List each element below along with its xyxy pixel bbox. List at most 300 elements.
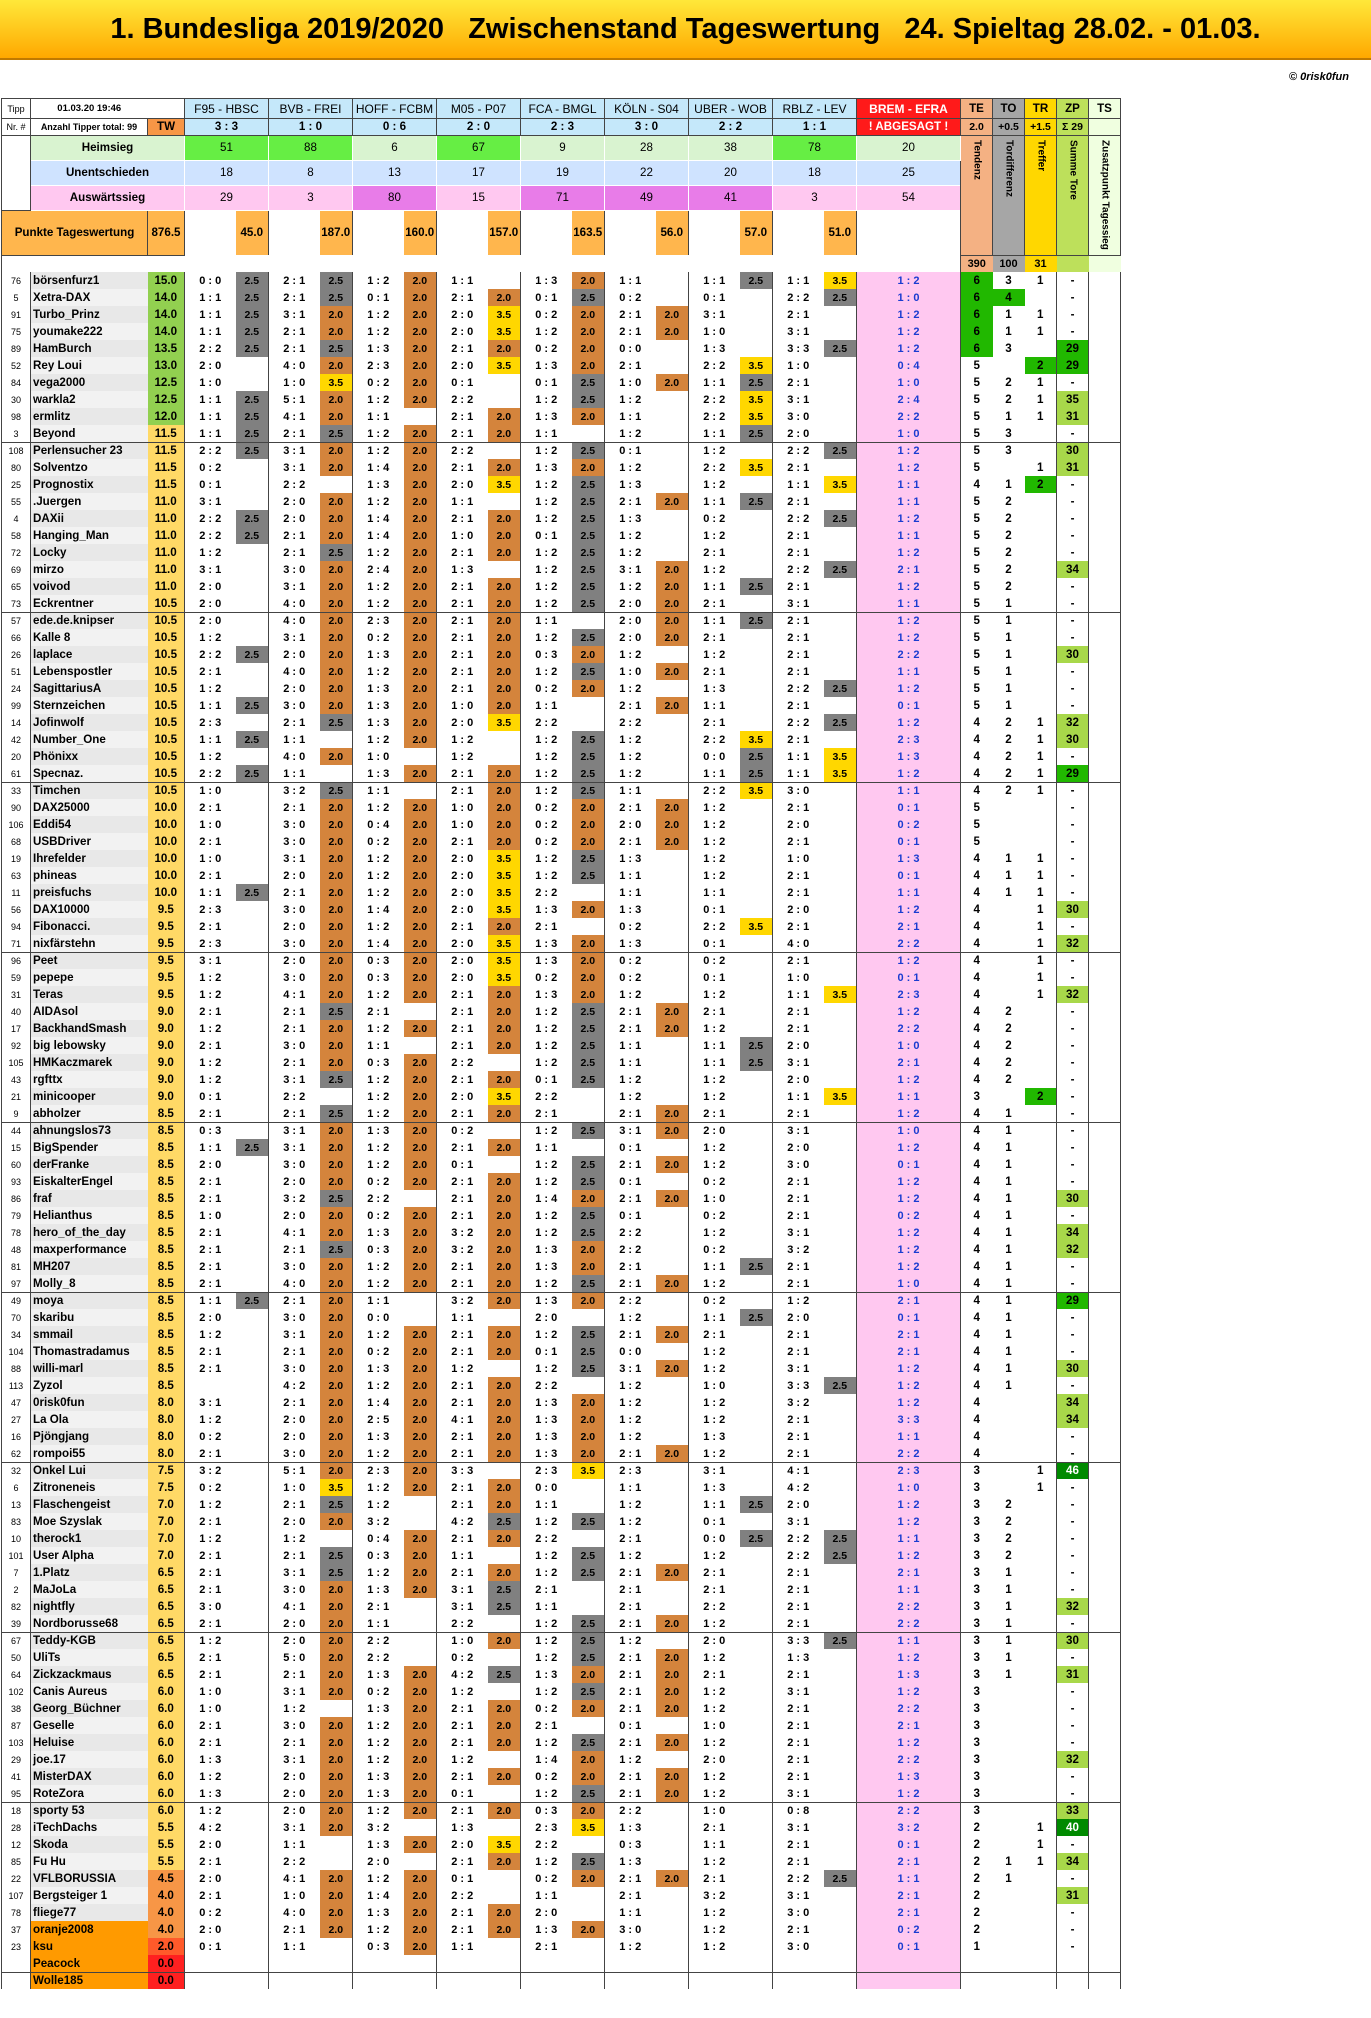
brem-tip: 0 : 1 <box>857 1836 961 1853</box>
tip-value: 2 : 1 <box>451 920 474 933</box>
brem-tip: 1 : 2 <box>857 578 961 595</box>
tip-points: 2.0 <box>404 1479 437 1496</box>
tip-points: 2.0 <box>572 1870 605 1887</box>
tip-value: 2 : 0 <box>451 359 474 372</box>
ts-value <box>1089 663 1121 680</box>
tip-points <box>824 1785 857 1802</box>
ts-value <box>1089 1768 1121 1785</box>
zp-value: - <box>1057 1105 1089 1122</box>
tip-points <box>656 1802 689 1819</box>
tipper-name: voivod <box>31 578 148 595</box>
ts-value <box>1089 1088 1121 1105</box>
tip-points: 2.0 <box>488 1700 521 1717</box>
tip-value: 2 : 1 <box>199 835 222 848</box>
tipper-row <box>2 1717 1121 1734</box>
zp-value: - <box>1057 1938 1089 1955</box>
tip-points: 3.5 <box>572 1819 605 1836</box>
tip-value: 1 : 1 <box>367 1039 390 1052</box>
tip-value: 1 : 2 <box>367 869 390 882</box>
tip-value: 2 : 2 <box>185 765 236 782</box>
tip-points <box>572 1938 605 1955</box>
ts-value <box>1089 272 1121 289</box>
tip-points <box>740 1207 773 1224</box>
to-value: 1 <box>1005 630 1012 644</box>
ts-value <box>1089 1190 1121 1207</box>
tip-value: 1 : 2 <box>367 1719 390 1732</box>
tipp-nr: 24 <box>2 680 31 697</box>
tip-value: 1 : 2 <box>619 1549 642 1562</box>
tip-value: 1 : 2 <box>535 1566 558 1579</box>
tip-points <box>320 1972 353 1989</box>
tagespunkte: 11.5 <box>148 476 185 493</box>
tip-value: 2 : 1 <box>619 325 642 338</box>
tip-value: 2 : 1 <box>451 291 474 304</box>
tip-value: 2 : 2 <box>535 1838 558 1851</box>
tip-value: 0 : 3 <box>367 1056 390 1069</box>
tip-points: 2.0 <box>404 1241 437 1258</box>
tagespunkte: 6.0 <box>148 1683 185 1700</box>
tordiff-label <box>993 136 1025 256</box>
tip-value: 2 : 0 <box>269 1785 320 1802</box>
te-value: 2 <box>961 1853 993 1870</box>
stats-value: 3 <box>269 185 353 210</box>
match-result: 3 : 0 <box>605 119 689 136</box>
brem-tip <box>857 1955 961 1972</box>
tr-header: TR <box>1025 99 1057 119</box>
tip-points: 2.0 <box>656 1683 689 1700</box>
to-value: 2 <box>1005 545 1012 559</box>
to-value: 3 <box>1005 341 1012 355</box>
tip-points: 3.5 <box>740 357 773 374</box>
tr-value <box>1025 1190 1057 1207</box>
tipp-nr: 7 <box>2 1564 31 1581</box>
tip-points <box>488 1360 521 1377</box>
tip-points: 2.0 <box>320 748 353 765</box>
tagespunkte: 9.0 <box>148 1054 185 1071</box>
tip-value: 1 : 3 <box>535 1923 558 1936</box>
tip-value: 1 : 2 <box>367 495 390 508</box>
tip-points: 2.0 <box>320 952 353 969</box>
tip-points: 2.0 <box>572 323 605 340</box>
tip-points <box>236 1343 269 1360</box>
to-value <box>993 1819 1025 1836</box>
tip-value: 2 : 1 <box>451 1481 474 1494</box>
te-value: 4 <box>961 1224 993 1241</box>
tipper-row <box>2 1411 1121 1428</box>
tip-points <box>656 1479 689 1496</box>
tw-header: TW <box>148 119 185 136</box>
te-value: 4 <box>961 731 993 748</box>
tip-points <box>236 1037 269 1054</box>
tip-points: 2.5 <box>236 323 269 340</box>
tipp-nr: 59 <box>2 969 31 986</box>
tip-value: 2 : 2 <box>451 445 474 458</box>
tagespunkte: 10.5 <box>148 595 185 612</box>
tip-value: 1 : 0 <box>199 1702 222 1715</box>
tip-value: 2 : 1 <box>619 699 642 712</box>
tip-points: 2.5 <box>488 1666 521 1683</box>
brem-tip: 0 : 1 <box>857 1938 961 1955</box>
zp-value: - <box>1057 1564 1089 1581</box>
brem-tip: 1 : 3 <box>857 850 961 867</box>
tip-value: 1 : 1 <box>619 1906 642 1919</box>
brem-tip: 1 : 2 <box>857 1785 961 1802</box>
brem-tip: 1 : 2 <box>857 1105 961 1122</box>
zp-value: 46 <box>1057 1462 1089 1479</box>
brem-tip: 0 : 2 <box>857 1207 961 1224</box>
tip-points: 2.0 <box>488 595 521 612</box>
tagespunkte: 13.5 <box>148 340 185 357</box>
tip-points <box>236 1207 269 1224</box>
ts-value <box>1089 1037 1121 1054</box>
tip-points <box>656 1088 689 1105</box>
ts-value <box>1089 697 1121 714</box>
tip-points <box>824 1037 857 1054</box>
stats-value: 49 <box>605 185 689 210</box>
tip-value: 2 : 1 <box>451 1430 474 1443</box>
tip-value: 2 : 0 <box>773 425 824 442</box>
tip-points: 2.5 <box>572 748 605 765</box>
te-value: 4 <box>961 1309 993 1326</box>
tr-value <box>1025 1904 1057 1921</box>
tip-points <box>740 1734 773 1751</box>
tip-value: 3 : 1 <box>619 563 642 576</box>
brem-tip: 1 : 2 <box>857 1496 961 1513</box>
tip-points <box>236 867 269 884</box>
zp-value: 31 <box>1057 1887 1089 1904</box>
tip-points: 2.0 <box>488 289 521 306</box>
brem-tip: 2 : 2 <box>857 1751 961 1768</box>
tip-value: 2 : 1 <box>283 1923 306 1936</box>
brem-tip: 2 : 1 <box>857 1326 961 1343</box>
tip-points: 2.0 <box>656 799 689 816</box>
zp-value: - <box>1057 595 1089 612</box>
tip-value: 0 : 2 <box>703 955 726 968</box>
tip-value: 2 : 1 <box>619 1702 642 1715</box>
tip-value: 2 : 1 <box>535 920 558 933</box>
tip-value: 3 : 2 <box>283 785 306 798</box>
to-value <box>993 1734 1025 1751</box>
tipp-nr: 10 <box>2 1530 31 1547</box>
tip-points: 2.0 <box>488 986 521 1003</box>
tip-value: 2 : 1 <box>605 1275 656 1292</box>
zp-value: 32 <box>1057 1598 1089 1615</box>
brem-tip: 1 : 2 <box>857 1734 961 1751</box>
tagespunkte: 4.5 <box>148 1870 185 1887</box>
tip-value: 1 : 1 <box>199 1295 222 1308</box>
tipp-nr: 107 <box>2 1887 31 1904</box>
tr-value <box>1025 425 1057 442</box>
tagespunkte: 9.5 <box>148 986 185 1003</box>
tip-value: 2 : 1 <box>437 1275 488 1292</box>
ts-value <box>1089 1598 1121 1615</box>
ts-value <box>1089 731 1121 748</box>
tip-points <box>656 1428 689 1445</box>
tip-value: 2 : 2 <box>535 886 558 899</box>
te-value: 4 <box>961 1190 993 1207</box>
tipp-nr: 2 <box>2 1581 31 1598</box>
tip-points <box>740 850 773 867</box>
tip-value: 1 : 1 <box>535 1889 558 1902</box>
tip-points: 2.0 <box>488 816 521 833</box>
zp-value: 29 <box>1057 357 1089 374</box>
tip-points: 2.5 <box>320 1547 353 1564</box>
tip-points: 2.0 <box>656 1122 689 1139</box>
tip-points <box>236 1887 269 1904</box>
tr-value <box>1025 833 1057 850</box>
tip-points <box>656 391 689 408</box>
tip-value: 2 : 1 <box>185 1275 236 1292</box>
te-value: 4 <box>961 969 993 986</box>
zp-value: 34 <box>1057 561 1089 578</box>
tip-value: 3 : 1 <box>619 1125 642 1138</box>
zp-value: - <box>1057 697 1089 714</box>
tip-points: 2.0 <box>320 578 353 595</box>
tip-points <box>824 306 857 323</box>
zp-value: - <box>1057 476 1089 493</box>
tip-value: 2 : 0 <box>283 512 306 525</box>
treffer-label <box>1025 136 1057 256</box>
tip-value: 1 : 2 <box>703 1022 726 1035</box>
to-value: 1 <box>993 1275 1025 1292</box>
tip-value: 3 : 1 <box>787 325 810 338</box>
tip-value: 2 : 1 <box>787 1753 810 1766</box>
tipper-row <box>2 1547 1121 1564</box>
tip-points: 2.0 <box>404 1785 437 1802</box>
ts-value <box>1089 952 1121 969</box>
tipp-nr: 50 <box>2 1649 31 1666</box>
tip-points: 2.0 <box>320 510 353 527</box>
tr-value <box>1025 1394 1057 1411</box>
zp-value <box>1057 1972 1089 1989</box>
tip-value: 0 : 2 <box>535 1872 558 1885</box>
brem-tip: 1 : 2 <box>857 1377 961 1394</box>
tip-value: 1 : 2 <box>521 595 572 612</box>
tagespunkte: 6.5 <box>148 1632 185 1649</box>
ts-value <box>1089 612 1121 629</box>
tip-value: 2 : 3 <box>619 1465 642 1478</box>
tip-value: 1 : 2 <box>353 1105 404 1122</box>
te-value: 6 <box>961 340 993 357</box>
tip-value: 1 : 2 <box>787 1295 810 1308</box>
tipper-row <box>2 1292 1121 1309</box>
to-value: 2 <box>1005 392 1012 406</box>
tip-value: 3 : 1 <box>787 1821 810 1834</box>
tip-value: 2 : 0 <box>787 903 810 916</box>
tr-value <box>1025 1224 1057 1241</box>
tip-value: 0 : 3 <box>367 971 390 984</box>
tip-value: 2 : 1 <box>199 1362 222 1375</box>
tip-value: 2 : 0 <box>199 1158 222 1171</box>
ts-value <box>1089 1122 1121 1139</box>
tip-value: 2 : 3 <box>535 1465 558 1478</box>
tip-value: 1 : 2 <box>535 546 558 559</box>
tipper-name: Moe Szyslak <box>31 1513 148 1530</box>
tip-value: 2 : 1 <box>451 1498 474 1511</box>
tagespunkte: 8.5 <box>148 1173 185 1190</box>
te-value: 4 <box>961 1258 993 1275</box>
tip-points <box>740 935 773 952</box>
tip-points: 2.0 <box>320 901 353 918</box>
tip-value: 2 : 2 <box>199 342 222 355</box>
tipper-name: Fibonacci. <box>31 918 148 935</box>
tip-value: 3 : 1 <box>787 1226 810 1239</box>
te-value: 4 <box>961 1207 993 1224</box>
brem-tip: 1 : 0 <box>857 425 961 442</box>
tip-value: 1 : 3 <box>367 716 390 729</box>
tip-points <box>740 561 773 578</box>
tip-points <box>740 663 773 680</box>
to-value <box>993 1785 1025 1802</box>
tip-points: 2.0 <box>320 1037 353 1054</box>
tip-value: 2 : 1 <box>283 886 306 899</box>
tip-points <box>740 1513 773 1530</box>
tip-points: 2.0 <box>656 1105 689 1122</box>
punkte-value: 157.0 <box>488 210 521 255</box>
tip-value: 3 : 0 <box>283 1260 306 1273</box>
tip-value: 2 : 1 <box>199 1549 222 1562</box>
tip-points: 2.0 <box>404 544 437 561</box>
tip-points <box>824 1156 857 1173</box>
tagespunkte: 10.0 <box>148 850 185 867</box>
stats-value: 17 <box>437 160 521 185</box>
brem-tip: 1 : 2 <box>857 323 961 340</box>
tagespunkte: 8.5 <box>148 1139 185 1156</box>
tip-points: 2.0 <box>320 1309 353 1326</box>
tipp-nr: 63 <box>2 867 31 884</box>
tip-value: 1 : 3 <box>521 935 572 952</box>
tip-value: 2 : 0 <box>451 886 474 899</box>
zp-value: 32 <box>1057 986 1089 1003</box>
tip-points <box>824 1683 857 1700</box>
tip-value: 1 : 2 <box>451 733 474 746</box>
tipper-row <box>2 986 1121 1003</box>
tip-points <box>824 1071 857 1088</box>
te-value: 5 <box>961 374 993 391</box>
to-value <box>993 357 1025 374</box>
tip-points: 2.5 <box>824 561 857 578</box>
tip-value: 2 : 1 <box>199 1515 222 1528</box>
tip-points <box>236 1054 269 1071</box>
tip-value: 0 : 0 <box>199 274 222 287</box>
brem-tip: 1 : 2 <box>857 1258 961 1275</box>
tip-points: 2.0 <box>488 510 521 527</box>
tipper-row <box>2 1377 1121 1394</box>
tr-value <box>1025 1343 1057 1360</box>
tipp-nr: 32 <box>2 1462 31 1479</box>
tagespunkte: 12.5 <box>148 391 185 408</box>
tip-value: 1 : 3 <box>367 682 390 695</box>
te-value: 3 <box>961 1547 993 1564</box>
ts-value <box>1089 1887 1121 1904</box>
tip-points <box>824 1802 857 1819</box>
tip-points: 3.5 <box>488 476 521 493</box>
tipper-row <box>2 306 1121 323</box>
tip-value: 1 : 2 <box>703 1158 726 1171</box>
tip-points: 2.0 <box>320 1649 353 1666</box>
gap <box>2 255 961 272</box>
tip-points: 2.5 <box>236 306 269 323</box>
tip-points: 2.0 <box>488 782 521 799</box>
tip-value: 1 : 1 <box>787 1090 810 1103</box>
tip-value: 2 : 1 <box>199 1583 222 1596</box>
tip-value: 1 : 2 <box>199 750 222 763</box>
tip-value <box>773 1972 824 1989</box>
tr-value <box>1025 1360 1057 1377</box>
to-value <box>993 833 1025 850</box>
tipp-nr: 92 <box>2 1037 31 1054</box>
tip-points <box>404 1972 437 1989</box>
tr-value: 1 <box>1037 970 1044 984</box>
zp-value: - <box>1057 1054 1089 1071</box>
zp-value: - <box>1057 1071 1089 1088</box>
ts-value <box>1089 680 1121 697</box>
tip-points <box>824 1122 857 1139</box>
tipper-name: Zickzackmaus <box>31 1666 148 1683</box>
tip-points <box>656 1513 689 1530</box>
tip-points <box>656 425 689 442</box>
tip-points <box>488 1547 521 1564</box>
tipper-name: .Juergen <box>31 493 148 510</box>
to-value: 1 <box>1005 1294 1012 1308</box>
tipper-row <box>2 595 1121 612</box>
tipper-row <box>2 527 1121 544</box>
tip-value: 1 : 2 <box>689 1275 740 1292</box>
tip-points: 2.0 <box>656 374 689 391</box>
tip-value: 2 : 1 <box>787 1855 810 1868</box>
tr-value <box>1025 493 1057 510</box>
tr-value <box>1025 1020 1057 1037</box>
tip-points: 2.0 <box>572 833 605 850</box>
tip-value: 1 : 2 <box>367 852 390 865</box>
tip-points <box>740 442 773 459</box>
brem-tip: 1 : 0 <box>857 1122 961 1139</box>
tip-value: 0 : 3 <box>367 1243 390 1256</box>
tip-value: 1 : 0 <box>451 1635 474 1648</box>
tip-points: 2.0 <box>320 1785 353 1802</box>
tip-points: 2.5 <box>488 1598 521 1615</box>
tip-value: 1 : 2 <box>535 631 558 644</box>
tip-value: 2 : 1 <box>199 920 222 933</box>
tip-value: 1 : 2 <box>619 1430 642 1443</box>
zp-value: 31 <box>1057 459 1089 476</box>
ts-value <box>1089 459 1121 476</box>
to-value: 1 <box>1005 324 1012 338</box>
tip-points <box>824 425 857 442</box>
tip-value: 2 : 2 <box>787 563 810 576</box>
tr-value: 1 <box>1037 1820 1044 1834</box>
tip-points: 2.0 <box>404 1581 437 1598</box>
tip-points <box>320 1955 353 1972</box>
tipp-nr: 58 <box>2 527 31 544</box>
zp-value: - <box>1057 1615 1089 1632</box>
tipper-row <box>2 1207 1121 1224</box>
ts-value <box>1089 1649 1121 1666</box>
to-value: 1 <box>1005 307 1012 321</box>
zp-value: - <box>1057 1904 1089 1921</box>
tip-points: 2.0 <box>320 357 353 374</box>
tip-value <box>605 1972 656 1989</box>
tipper-row <box>2 612 1121 629</box>
te-value: 5 <box>961 357 993 374</box>
tip-points: 2.5 <box>572 1054 605 1071</box>
tip-value: 1 : 2 <box>367 920 390 933</box>
tip-points <box>488 1972 521 1989</box>
tip-value: 0 : 2 <box>619 291 642 304</box>
tip-points <box>236 1020 269 1037</box>
tagespunkte: 10.5 <box>148 663 185 680</box>
tip-points: 3.5 <box>320 1479 353 1496</box>
